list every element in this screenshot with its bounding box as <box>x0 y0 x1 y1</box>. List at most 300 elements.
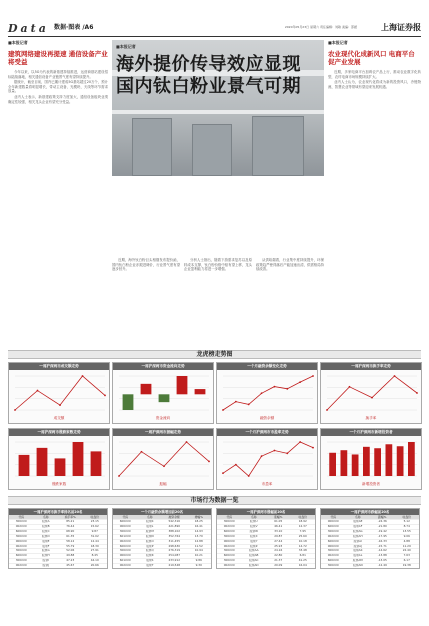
chart-caption: 资金流向 <box>155 416 171 420</box>
chart-svg <box>220 373 316 413</box>
table-cell: 002XXX <box>223 524 235 528</box>
table-cell: 352,764 <box>168 534 181 538</box>
chart-bar <box>195 389 206 394</box>
left-paragraph: 今年以来，以5G为代表的新基建持续推进，运营商基站建设招标陆续落地，相关通信设备产业链景气度有望持续提升。 <box>8 70 108 79</box>
chart-point <box>299 441 301 443</box>
table-cell: 股票AN <box>352 564 363 568</box>
table-cell: 002XXX <box>223 544 235 548</box>
table-cell: 58.12 <box>66 539 75 543</box>
chart-point <box>286 452 288 454</box>
table-row[interactable] <box>9 519 107 524</box>
table-row[interactable] <box>113 553 211 558</box>
table-cell: 388,102 <box>168 529 181 533</box>
table-cell: -12.49 <box>377 564 387 568</box>
left-article-title[interactable]: 建筑网络建设再提速 通信设备产业将受益 <box>8 50 108 66</box>
chart-bar <box>374 448 381 476</box>
lead-article-columns <box>112 258 324 273</box>
table-column-header: 代码 <box>18 515 25 519</box>
table-cell: 002XXX <box>327 534 339 538</box>
table-cell: 10.18 <box>298 539 307 543</box>
table-cell: 298,630 <box>168 544 181 548</box>
table-column-header: 收盘价 <box>90 515 99 519</box>
table-column-header: 名称 <box>250 515 257 519</box>
lead-paragraph: 从供给端看，行业集中度持续提升，环保政策趋严使得落后产能加速出清，供需格局持续改善。 <box>256 258 324 272</box>
table-cell: 254,087 <box>168 554 181 558</box>
lead-column <box>184 258 252 273</box>
table-cell: 542,316 <box>168 520 181 523</box>
table-cell: 41.25 <box>298 559 307 563</box>
right-paragraph: 近期，多家电商平台加码农产品上行，推动农业数字化转型，农村电商市场规模持续扩大。 <box>328 70 421 79</box>
chart-point <box>274 386 276 388</box>
chart-point <box>274 450 276 452</box>
chart-panel <box>112 362 214 424</box>
table-cell: 股票J <box>42 564 49 568</box>
table-cell: 68.90 <box>66 529 75 533</box>
table-cell: 85.21 <box>66 520 75 523</box>
table-row[interactable] <box>9 558 107 563</box>
table-cell: 股票AB <box>249 554 259 558</box>
table-cell: 311,455 <box>168 539 181 543</box>
data-table <box>320 508 420 569</box>
left-paragraph: 业内人士表示，新基建政策支持力度加大，通信设备板块业绩确定性较强，相关龙头企业有望充分受益。 <box>8 94 108 104</box>
table-cell: 000XXX <box>119 554 131 558</box>
table-body <box>217 519 315 568</box>
table-cell: 9.06 <box>403 534 410 538</box>
table-column-header: 代码 <box>330 515 337 519</box>
table-row[interactable] <box>113 544 211 549</box>
table-cell: 10.94 <box>194 549 203 553</box>
table-cell: 600XXX <box>119 544 131 548</box>
chart-caption: 成交额 <box>53 416 65 420</box>
table-cell: 股票AL <box>353 554 363 558</box>
table-cell: 股票Q <box>145 549 154 553</box>
table-cell: 股票H <box>41 554 50 558</box>
chart-series-line <box>119 442 209 476</box>
table-row[interactable] <box>217 519 315 524</box>
table-row[interactable] <box>321 558 419 563</box>
lead-photo <box>112 40 324 176</box>
chart-panel <box>216 428 318 490</box>
table-cell: -21.80 <box>377 524 387 528</box>
table-cell: 股票W <box>249 529 258 533</box>
chart-bar <box>363 447 370 476</box>
chart-svg <box>116 439 212 479</box>
table-cell: 31.02 <box>90 534 99 538</box>
table-cell: 600XXX <box>327 524 339 528</box>
chart-bar <box>341 450 348 476</box>
table-cell: 股票V <box>249 524 258 528</box>
issue-meta: 2020年05月23日 星期六 责任编辑：刘敏 美编：邵媛 <box>284 25 357 29</box>
chart-point <box>14 409 16 411</box>
right-article-title[interactable]: 农业现代化成新风口 电商平台促产业发展 <box>328 50 415 66</box>
chart-caption: 涨跌家数 <box>51 482 67 486</box>
table-column-header: 名称 <box>146 515 153 519</box>
chart-bar <box>141 384 152 394</box>
chart-caption: 融资余额 <box>259 416 275 420</box>
table-cell: -17.95 <box>377 534 387 538</box>
table-column-header: 换手率% <box>64 515 76 519</box>
table-cell: 18.25 <box>194 520 203 523</box>
table-cell: 002XXX <box>15 544 27 548</box>
table-cell: 13.55 <box>402 529 411 533</box>
table-row[interactable] <box>9 534 107 539</box>
data-table <box>216 508 316 569</box>
table-row[interactable] <box>217 558 315 563</box>
table-row[interactable] <box>113 563 211 568</box>
chart-bar <box>123 394 134 410</box>
table-cell: 股票AJ <box>353 544 362 548</box>
table-cell: 股票Z <box>249 544 258 548</box>
table-row[interactable] <box>9 524 107 529</box>
table-row[interactable] <box>321 548 419 553</box>
table-cell: 300XXX <box>327 529 339 533</box>
table-row[interactable] <box>321 563 419 568</box>
chart-title: 一个月沪深两市新增投资者 <box>321 429 421 436</box>
table-row[interactable] <box>9 553 107 558</box>
table-cell: 15.62 <box>90 524 99 528</box>
table-row[interactable] <box>9 529 107 534</box>
table-cell: 300XXX <box>15 549 27 553</box>
table-row[interactable] <box>113 524 211 529</box>
table-cell: 45.67 <box>66 564 75 568</box>
table-cell: 股票U <box>249 520 258 523</box>
table-cell: 421,890 <box>168 524 181 528</box>
table-cell: 000XXX <box>15 539 27 543</box>
table-row[interactable] <box>217 524 315 529</box>
table-cell: 300XXX <box>223 534 235 538</box>
chart-point <box>82 375 84 377</box>
table-cell: 002XXX <box>223 564 235 568</box>
lead-paragraph: 近期，海外钛白粉巨头相继发布提价函，国内钛白粉企业亦跟进调价，行业景气度有望逐步回升。 <box>112 258 180 272</box>
table-cell: 股票C <box>41 529 50 533</box>
chart-title: 一个月沪深两市市盈率走势 <box>217 429 317 436</box>
tables-section-title: 市场行为数据一览 <box>8 496 421 505</box>
table-row[interactable] <box>321 524 419 529</box>
table-cell: 股票G <box>41 549 50 553</box>
table-cell: 20.66 <box>90 564 99 568</box>
table-cell: 股票AF <box>353 524 363 528</box>
table-cell: 8.45 <box>91 554 98 558</box>
table-cell: 29.87 <box>274 534 283 538</box>
chart-point <box>248 404 250 406</box>
table-cell: 股票K <box>146 520 154 523</box>
table-cell: 5.12 <box>403 520 410 523</box>
table-row[interactable] <box>217 553 315 558</box>
table-cell: 24.16 <box>274 549 283 553</box>
left-article <box>8 40 108 105</box>
table-title: 一周沪深两市涨幅前20名 <box>217 509 315 515</box>
table-cell: 600XXX <box>119 520 131 523</box>
chart-point <box>222 409 224 411</box>
table-row[interactable] <box>217 534 315 539</box>
table-row[interactable] <box>321 544 419 549</box>
table-cell: 600XXX <box>223 529 235 533</box>
right-article <box>328 40 421 90</box>
left-kicker: ■本报记者 <box>8 40 28 45</box>
chart-point <box>235 464 237 466</box>
table-cell: 12.37 <box>298 524 307 528</box>
chart-panel <box>216 362 318 424</box>
chart-bar <box>55 458 66 476</box>
table-cell: 12.88 <box>194 539 203 543</box>
chart-bar <box>352 454 359 476</box>
table-body <box>321 519 419 568</box>
chart-title: 一个月融资余额变化走势 <box>217 363 317 370</box>
chart-point <box>104 395 106 397</box>
lead-column <box>112 258 180 273</box>
chart-panel <box>8 428 110 490</box>
table-cell: 股票E <box>42 539 50 543</box>
mid-kicker: ■本报记者 <box>116 44 136 49</box>
chart-point <box>394 375 396 377</box>
chart-point <box>186 441 188 443</box>
table-cell: 股票AC <box>249 559 259 563</box>
chart-caption: 振幅 <box>159 482 167 486</box>
table-row[interactable] <box>113 548 211 553</box>
photo-beam <box>112 110 324 114</box>
table-cell: 6.81 <box>299 554 306 558</box>
table-row[interactable] <box>113 539 211 544</box>
table-row[interactable] <box>321 539 419 544</box>
table-cell: 600XXX <box>15 529 27 533</box>
table-cell: 601XXX <box>119 534 131 538</box>
table-cell: 股票AG <box>352 529 363 533</box>
chart-title: 一周沪深两市资金流向走势 <box>113 363 213 370</box>
table-cell: 300XXX <box>119 529 131 533</box>
table-cell: 300XXX <box>15 534 27 538</box>
table-cell: -24.36 <box>377 520 387 523</box>
chart-svg <box>220 439 316 479</box>
chart-panel <box>320 428 422 490</box>
table-cell: 股票D <box>41 534 50 538</box>
table-row[interactable] <box>9 544 107 549</box>
chart-bar <box>159 394 170 402</box>
data-table <box>112 508 212 569</box>
table-cell: 27.44 <box>274 539 283 543</box>
table-row[interactable] <box>217 548 315 553</box>
table-cell: 49.88 <box>66 554 75 558</box>
table-cell: 46.41 <box>274 524 283 528</box>
table-row[interactable] <box>321 553 419 558</box>
table-cell: 52.06 <box>66 549 75 553</box>
right-kicker: ■本报记者 <box>328 40 348 45</box>
newspaper-name: 上海证券报 <box>381 22 421 32</box>
table-cell: 300XXX <box>15 559 27 563</box>
table-row[interactable] <box>113 558 211 563</box>
chart-panel <box>112 428 214 490</box>
table-cell: 股票AI <box>353 539 362 543</box>
table-cell: 股票R <box>145 554 154 558</box>
table-row[interactable] <box>9 539 107 544</box>
chart-point <box>312 447 314 449</box>
chart-svg <box>116 373 212 413</box>
table-row[interactable] <box>217 544 315 549</box>
table-cell: 股票M <box>145 529 154 533</box>
chart-bar <box>19 455 30 476</box>
table-cell: 股票AA <box>249 549 259 553</box>
chart-point <box>371 397 373 399</box>
chart-svg <box>12 373 108 413</box>
table-cell: 300XXX <box>223 549 235 553</box>
table-cell: 000XXX <box>327 520 339 523</box>
table-cell: 8.74 <box>403 524 410 528</box>
photo-tank <box>132 118 172 176</box>
table-cell: 18.92 <box>298 520 307 523</box>
table-cell: 14.72 <box>298 544 307 548</box>
table-cell: 61.35 <box>66 534 75 538</box>
chart-point <box>59 404 61 406</box>
table-cell: 22.40 <box>402 549 411 553</box>
table-cell: 23.15 <box>90 520 99 523</box>
table-cell: 002XXX <box>15 524 27 528</box>
data-table <box>8 508 108 569</box>
table-cell: 276,319 <box>168 549 181 553</box>
table-cell: 6.17 <box>403 559 410 563</box>
table-row[interactable] <box>321 529 419 534</box>
chart-title: 一周沪深两市振幅走势 <box>113 429 213 436</box>
table-cell: 股票AM <box>352 559 363 563</box>
table-cell: 600XXX <box>327 539 339 543</box>
chart-bar <box>329 453 336 476</box>
table-cell: 股票T <box>146 564 154 568</box>
table-cell: 股票S <box>146 559 154 563</box>
table-row[interactable] <box>321 534 419 539</box>
lead-article-body <box>112 258 324 273</box>
chart-point <box>118 475 120 477</box>
table-cell: 19.38 <box>402 564 411 568</box>
chart-point <box>261 455 263 457</box>
table-cell: 股票A <box>41 520 50 523</box>
chart-title: 一周沪深两市成交额走势 <box>9 363 109 370</box>
chart-point <box>235 401 237 403</box>
table-cell: 4.88 <box>403 539 410 543</box>
table-row[interactable] <box>217 563 315 568</box>
table-column-header: 增幅% <box>194 515 203 519</box>
table-cell: 233,912 <box>168 559 181 563</box>
chart-bar <box>177 376 188 394</box>
table-cell: 27.91 <box>90 549 99 553</box>
chart-series-line <box>223 442 313 476</box>
table-cell: 25.93 <box>274 544 283 548</box>
table-cell: 股票I <box>42 559 49 563</box>
table-cell: -14.62 <box>377 549 387 553</box>
table-cell: 002XXX <box>119 564 131 568</box>
table-cell: 300XXX <box>223 520 235 523</box>
table-cell: 300XXX <box>119 549 131 553</box>
table-row[interactable] <box>321 519 419 524</box>
table-row[interactable] <box>217 539 315 544</box>
table-cell: -15.71 <box>377 544 387 548</box>
table-body <box>9 519 107 568</box>
table-title: 一周沪深两市换手率排名前20名 <box>9 509 107 515</box>
table-cell: -19.42 <box>377 529 387 533</box>
table-cell: 股票O <box>145 539 154 543</box>
table-header <box>9 515 107 519</box>
table-header <box>113 515 211 519</box>
chart-caption: 新增投资者 <box>362 482 380 486</box>
chart-point <box>326 409 328 411</box>
chart-point <box>248 475 250 477</box>
table-cell: 9.30 <box>195 564 202 568</box>
chart-svg <box>324 373 420 413</box>
table-cell: 300XXX <box>327 549 339 553</box>
table-cell: 47.23 <box>66 559 75 563</box>
chart-point <box>208 461 210 463</box>
table-cell: 219,548 <box>168 564 181 568</box>
charts-section-title: 龙虎榜走势图 <box>8 350 421 359</box>
table-cell: 股票B <box>41 524 50 528</box>
table-title: 一周沪深两市跌幅前20名 <box>321 509 419 515</box>
chart-bar <box>73 442 84 476</box>
table-row[interactable] <box>113 529 211 534</box>
table-cell: 股票Y <box>250 539 258 543</box>
table-cell: 33.48 <box>298 549 307 553</box>
table-row[interactable] <box>217 529 315 534</box>
table-cell: 股票AH <box>352 534 363 538</box>
chart-point <box>163 465 165 467</box>
table-cell: 7.63 <box>403 554 410 558</box>
chart-bar <box>91 451 102 476</box>
table-cell: 9.86 <box>195 559 202 563</box>
chart-point <box>286 388 288 390</box>
chart-bar <box>386 444 393 476</box>
table-row[interactable] <box>9 563 107 568</box>
table-cell: 600XXX <box>223 554 235 558</box>
masthead-rule <box>8 36 421 37</box>
chart-point <box>299 381 301 383</box>
table-cell: 000XXX <box>327 544 339 548</box>
table-cell: 20.09 <box>274 564 283 568</box>
table-cell: 16.04 <box>298 564 307 568</box>
table-column-header: 跌幅% <box>378 515 387 519</box>
table-cell: 13.70 <box>194 534 203 538</box>
lead-headline[interactable]: 海外提价传导效应显现 国内钛白粉业景气可期 <box>116 54 301 97</box>
chart-point <box>141 451 143 453</box>
table-cell: 61.05 <box>274 520 283 523</box>
left-paragraph: 据统计，截至目前，国内已累计建成5G基站超过20万个，预计全年新建数量将明显增长，带动主设备、光模块、天线等环节需求放量。 <box>8 80 108 94</box>
table-column-header: 涨幅% <box>274 515 283 519</box>
table-cell: 股票X <box>249 534 258 538</box>
table-cell: 76.44 <box>66 524 75 528</box>
table-cell: 18.30 <box>90 544 99 548</box>
table-cell: 股票N <box>145 534 154 538</box>
table-title: 一个月融资余额增加前20名 <box>113 509 211 515</box>
table-cell: 601XXX <box>119 559 131 563</box>
left-article-body <box>8 70 108 104</box>
table-header <box>217 515 315 519</box>
table-cell: -13.05 <box>377 559 387 563</box>
chart-point <box>222 472 224 474</box>
lead-column <box>256 258 324 273</box>
table-row[interactable] <box>113 534 211 539</box>
table-cell: 000XXX <box>223 539 235 543</box>
chart-bar <box>408 442 415 476</box>
table-column-header: 名称 <box>42 515 49 519</box>
table-row[interactable] <box>9 548 107 553</box>
table-cell: 股票AK <box>353 549 363 553</box>
table-cell: 11.29 <box>402 544 411 548</box>
chart-svg <box>324 439 420 479</box>
table-row[interactable] <box>113 519 211 524</box>
chart-caption: 换手率 <box>365 416 377 420</box>
table-column-header: 收盘价 <box>402 515 411 519</box>
table-cell: -16.33 <box>377 539 387 543</box>
table-cell: 10.21 <box>194 554 203 558</box>
table-cell: 22.80 <box>274 554 283 558</box>
table-cell: 12.44 <box>90 539 99 543</box>
chart-title: 一周沪深两市换手率走势 <box>321 363 421 370</box>
chart-point <box>416 392 418 394</box>
